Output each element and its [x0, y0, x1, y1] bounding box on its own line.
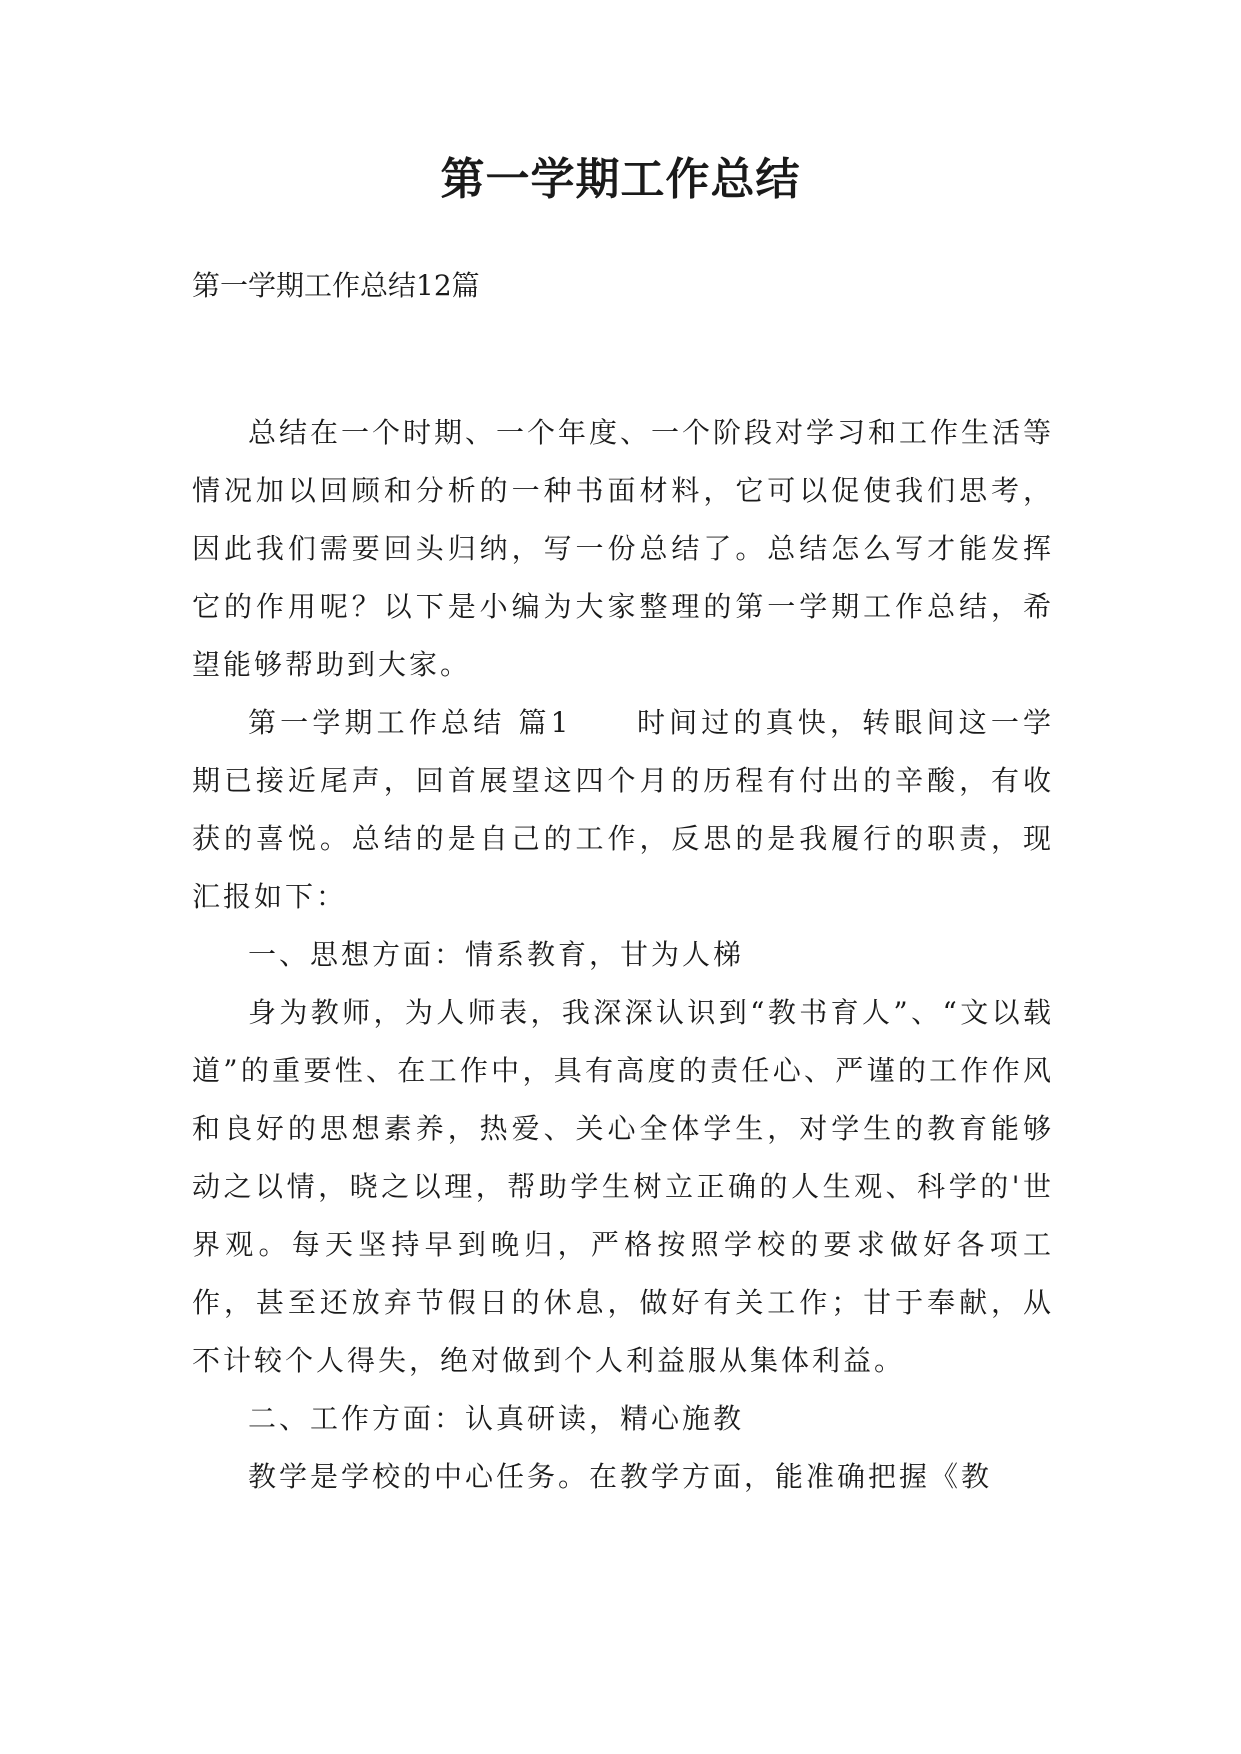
paragraph-part1-opening: 第一学期工作总结 篇1 时间过的真快，转眼间这一学期已接近尾声，回首展望这四个月的历程有付出的辛酸，有收获的喜悦。总结的是自己的工作，反思的是我履行的职责，现汇报如下：: [192, 706, 1054, 913]
document-subtitle: 第一学期工作总结12篇: [192, 269, 480, 302]
section-heading-work: 二、工作方面：认真研读，精心施教: [248, 1402, 745, 1435]
paragraph-thought: 身为教师，为人师表，我深深认识到“教书育人”、“文以载道”的重要性、在工作中，具有高度的责任心、严谨的工作作风和良好的思想素养，热爱、关心全体学生，对学生的教育能够动之以情，晓之以理，帮助学生树立正确的人生观、科学的'世界观。每天坚持早到晚归，严格按照学校的要求做好各项工作，甚至还放弃节假日的休息，做好有关工作；甘于奉献，从不计较个人得失，绝对做到个人利益服从集体利益。: [192, 996, 1054, 1377]
document-title: 第一学期工作总结: [440, 154, 801, 205]
paragraph-intro: 总结在一个时期、一个年度、一个阶段对学习和工作生活等情况加以回顾和分析的一种书面材料，它可以促使我们思考，因此我们需要回头归纳，写一份总结了。总结怎么写才能发挥它的作用呢？以下是小编为大家整理的第一学期工作总结，希望能够帮助到大家。: [192, 416, 1055, 681]
paragraph-work: 教学是学校的中心任务。在教学方面，能准确把握《教: [248, 1460, 993, 1493]
section-heading-thought: 一、思想方面：情系教育，甘为人梯: [248, 938, 745, 971]
document-body: [192, 404, 1054, 1506]
